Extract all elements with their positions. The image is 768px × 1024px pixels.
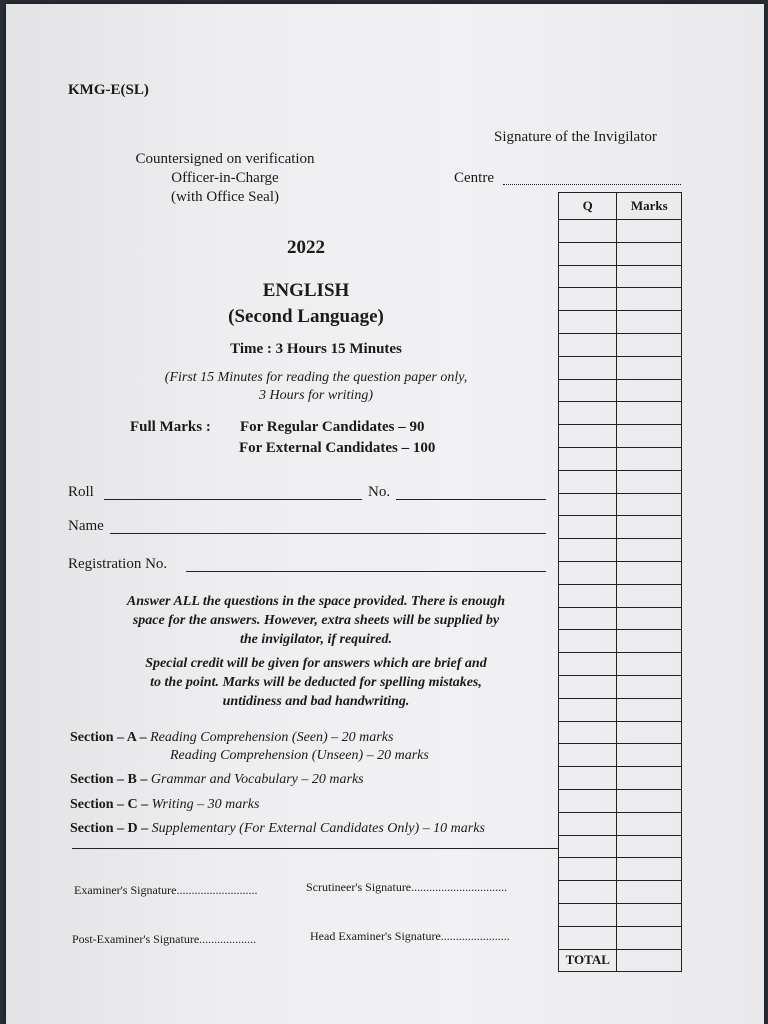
marks-cell[interactable] [617, 630, 682, 653]
marks-cell[interactable] [617, 356, 682, 379]
subject-name: ENGLISH [262, 280, 350, 301]
q-cell[interactable] [559, 607, 617, 630]
invigilator-signature-label: Signature of the Invigilator [494, 129, 657, 145]
q-cell[interactable] [559, 242, 617, 265]
roll-field[interactable] [104, 499, 362, 500]
section-a [70, 730, 393, 746]
time-note [116, 369, 516, 405]
marks-cell[interactable] [617, 402, 682, 425]
q-cell[interactable] [559, 835, 617, 858]
section-d-desc: Supplementary (For External Candidates Only) – 10 marks [151, 821, 485, 836]
q-cell[interactable] [559, 356, 617, 379]
q-cell[interactable] [559, 721, 617, 744]
section-a-2 [170, 748, 429, 764]
full-marks-external: For External Candidates – 100 [239, 440, 436, 456]
centre-field[interactable] [503, 184, 681, 185]
marks-cell[interactable] [617, 744, 682, 767]
marks-table [558, 192, 682, 972]
marks-cell[interactable] [617, 493, 682, 516]
full-marks-label: Full Marks : [130, 419, 211, 435]
marks-cell[interactable] [617, 220, 682, 243]
marks-cell[interactable] [617, 265, 682, 288]
marks-cell[interactable] [617, 516, 682, 539]
instruction-line-2: space for the answers. However, extra sheets will be supplied by [132, 613, 500, 628]
q-cell[interactable] [559, 470, 617, 493]
section-d-label: Section – D – [70, 821, 149, 836]
examiner-signature[interactable]: Examiner's Signature........................... [74, 883, 258, 897]
section-a-desc-1: Reading Comprehension (Seen) – 20 marks [150, 730, 394, 745]
marks-cell[interactable] [617, 447, 682, 470]
exam-time: Time : 3 Hours 15 Minutes [230, 341, 402, 357]
no-field[interactable] [396, 499, 546, 500]
countersign-line-1: Countersigned on verification [135, 151, 315, 167]
registration-label: Registration No. [68, 556, 168, 572]
instruction-line-3: the invigilator, if required. [239, 632, 393, 647]
time-note-line-1: (First 15 Minutes for reading the question paper only, [164, 370, 468, 385]
marks-cell[interactable] [617, 721, 682, 744]
q-cell[interactable] [559, 789, 617, 812]
q-cell[interactable] [559, 630, 617, 653]
countersign-block [114, 150, 336, 207]
section-a-desc-2: Reading Comprehension (Unseen) – 20 marks [170, 748, 429, 763]
marks-cell[interactable] [617, 561, 682, 584]
q-cell[interactable] [559, 539, 617, 562]
marks-cell[interactable] [617, 333, 682, 356]
subject-title [186, 278, 426, 330]
marks-cell[interactable] [617, 288, 682, 311]
countersign-line-2: Officer-in-Charge [171, 170, 279, 186]
instructions-block-2 [86, 654, 546, 711]
countersign-line-3: (with Office Seal) [170, 189, 280, 205]
full-marks-regular: For Regular Candidates – 90 [240, 419, 425, 435]
divider [72, 848, 558, 849]
q-cell[interactable] [559, 493, 617, 516]
q-cell[interactable] [559, 698, 617, 721]
total-label: TOTAL [559, 949, 617, 971]
instruction-line-5: to the point. Marks will be deducted for spelling mistakes, [150, 675, 482, 690]
section-b-desc: Grammar and Vocabulary – 20 marks [150, 772, 364, 787]
q-cell[interactable] [559, 561, 617, 584]
instructions-block-1 [86, 592, 546, 649]
marks-cell[interactable] [617, 539, 682, 562]
section-d [70, 821, 485, 837]
q-cell[interactable] [559, 675, 617, 698]
instruction-line-1: Answer ALL the questions in the space provided. There is enough [126, 594, 506, 609]
marks-cell[interactable] [617, 835, 682, 858]
q-cell[interactable] [559, 516, 617, 539]
q-cell[interactable] [559, 903, 617, 926]
no-label: No. [368, 484, 391, 500]
q-cell[interactable] [559, 744, 617, 767]
exam-cover-page [6, 4, 764, 1024]
marks-cell[interactable] [617, 926, 682, 949]
name-field[interactable] [110, 533, 546, 534]
name-label: Name [68, 518, 104, 534]
exam-year: 2022 [287, 237, 325, 258]
instruction-line-6: untidiness and bad handwriting. [222, 694, 410, 709]
section-b [70, 772, 364, 788]
q-cell[interactable] [559, 447, 617, 470]
q-cell[interactable] [559, 333, 617, 356]
q-cell[interactable] [559, 402, 617, 425]
marks-cell[interactable] [617, 789, 682, 812]
q-cell[interactable] [559, 653, 617, 676]
q-cell[interactable] [559, 858, 617, 881]
marks-cell[interactable] [617, 812, 682, 835]
marks-cell[interactable] [617, 607, 682, 630]
head-examiner-signature[interactable]: Head Examiner's Signature....................... [310, 929, 510, 943]
paper-code: KMG-E(SL) [68, 82, 149, 98]
marks-cell[interactable] [617, 881, 682, 904]
q-cell[interactable] [559, 584, 617, 607]
marks-cell[interactable] [617, 698, 682, 721]
q-cell[interactable] [559, 311, 617, 334]
instruction-line-4: Special credit will be given for answers which are brief and [145, 656, 487, 671]
section-a-label: Section – A – [70, 730, 147, 745]
q-cell[interactable] [559, 379, 617, 402]
roll-label: Roll [68, 484, 94, 500]
q-cell[interactable] [559, 767, 617, 790]
section-c-label: Section – C – [70, 797, 149, 812]
marks-cell[interactable] [617, 858, 682, 881]
total-marks-cell[interactable] [617, 949, 682, 971]
marks-cell[interactable] [617, 584, 682, 607]
marks-cell[interactable] [617, 470, 682, 493]
marks-cell[interactable] [617, 242, 682, 265]
marks-cell[interactable] [617, 311, 682, 334]
post-examiner-signature[interactable]: Post-Examiner's Signature................... [72, 932, 257, 946]
marks-cell[interactable] [617, 675, 682, 698]
marks-cell[interactable] [617, 653, 682, 676]
q-cell[interactable] [559, 265, 617, 288]
section-c-desc: Writing – 30 marks [151, 797, 260, 812]
section-c [70, 797, 259, 813]
scrutineer-signature[interactable]: Scrutineer's Signature................................ [306, 880, 508, 894]
marks-table-header-q: Q [559, 193, 617, 220]
q-cell[interactable] [559, 926, 617, 949]
q-cell[interactable] [559, 812, 617, 835]
q-cell[interactable] [559, 220, 617, 243]
marks-cell[interactable] [617, 379, 682, 402]
q-cell[interactable] [559, 881, 617, 904]
subject-type: (Second Language) [228, 306, 384, 327]
marks-cell[interactable] [617, 903, 682, 926]
q-cell[interactable] [559, 425, 617, 448]
q-cell[interactable] [559, 288, 617, 311]
marks-cell[interactable] [617, 425, 682, 448]
registration-field[interactable] [186, 571, 546, 572]
marks-cell[interactable] [617, 767, 682, 790]
centre-label: Centre [454, 170, 494, 186]
section-b-label: Section – B – [70, 772, 148, 787]
marks-table-header-marks: Marks [617, 193, 682, 220]
time-note-line-2: 3 Hours for writing) [259, 388, 373, 403]
